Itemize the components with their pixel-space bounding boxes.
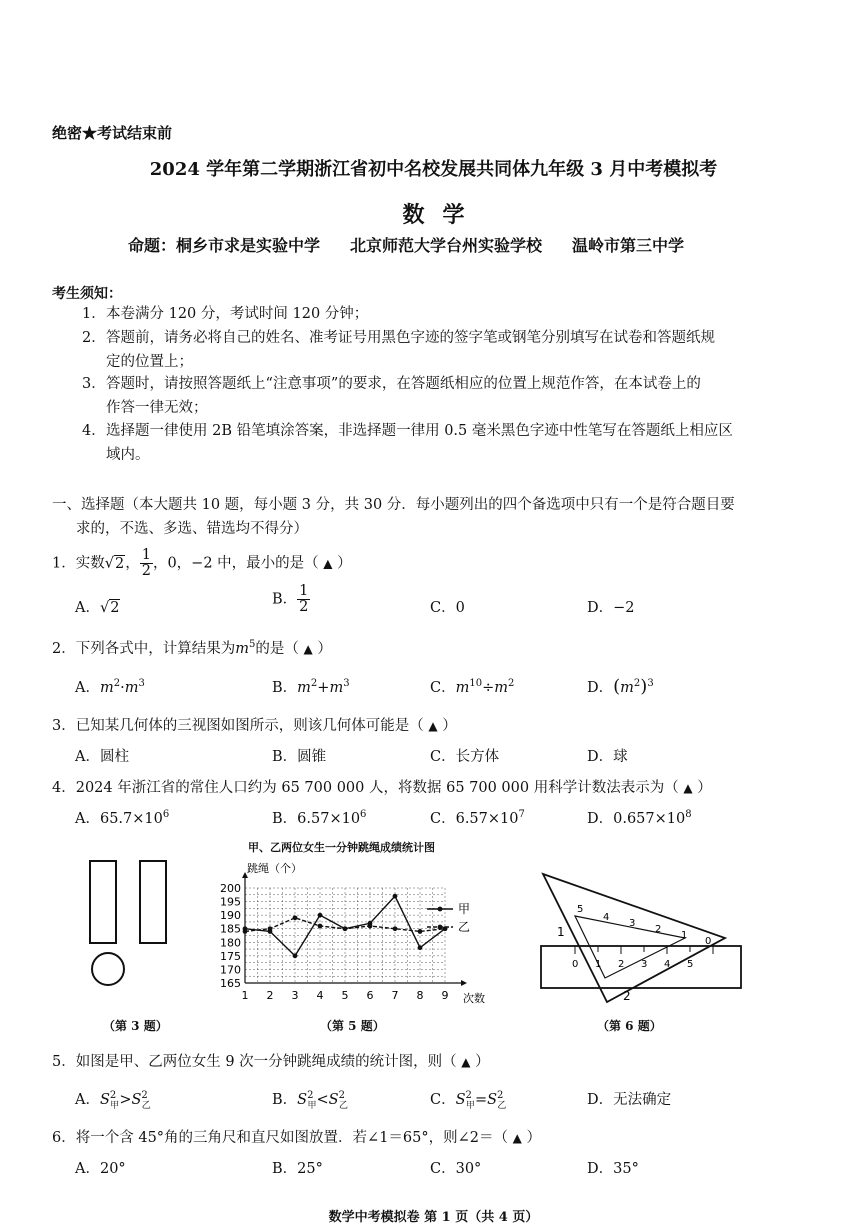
math-var: m bbox=[235, 641, 249, 657]
side-view-rect bbox=[140, 861, 166, 943]
opt-label: D． bbox=[587, 680, 614, 696]
legend-label-jia: 甲 bbox=[458, 902, 471, 916]
math-sub: 甲 bbox=[307, 1100, 317, 1111]
q-text: 实数 bbox=[75, 555, 105, 572]
notice-num: 3． bbox=[82, 376, 106, 392]
subject-title: 数学 bbox=[402, 202, 483, 228]
q-number: 6． bbox=[52, 1130, 76, 1146]
q-text: ，0，−2 中，最小的是（ bbox=[152, 555, 319, 572]
series-point-2 bbox=[418, 929, 423, 934]
math-paren: ) bbox=[640, 676, 648, 697]
opt-label: B． bbox=[272, 1092, 298, 1108]
x-tick-label: 1 bbox=[241, 989, 249, 1002]
option-b: B．25° bbox=[272, 1161, 323, 1177]
fraction bbox=[140, 548, 153, 579]
q-text: 2024 年浙江省的常住人口约为 65 700 000 人，将数据 65 700 000 用科学计数法表示为（ bbox=[75, 780, 679, 796]
frac-den: 2 bbox=[141, 563, 151, 579]
x-tick-label: 3 bbox=[291, 989, 299, 1002]
y-tick-label: 185 bbox=[220, 922, 241, 936]
opt-label: C． bbox=[430, 1092, 456, 1108]
math-exp: 6 bbox=[360, 809, 367, 821]
notice-text: 选择题一律使用 2B 铅笔填涂答案，非选择题一律用 0.5 毫米黑色字迹中性笔写在答题纸上相应区 bbox=[106, 423, 733, 439]
ruler-bottom-0: 0 bbox=[572, 959, 579, 970]
series-point-1 bbox=[318, 913, 323, 918]
math-exp: 7 bbox=[518, 809, 525, 821]
series-point-2 bbox=[318, 924, 323, 929]
option-a bbox=[75, 1088, 151, 1111]
y-tick-label: 200 bbox=[220, 882, 241, 895]
ruler-ticks bbox=[575, 946, 713, 954]
option-c bbox=[430, 1088, 506, 1111]
answer-triangle-icon: ▲ bbox=[323, 556, 333, 571]
opt-text: C．6.57×10 bbox=[430, 811, 519, 827]
notice-text: 答题时，请按照答题纸上“注意事项”的要求，在答题纸相应的位置上规范作答，在本试卷上的 bbox=[106, 376, 701, 392]
q-number: 1． bbox=[52, 555, 76, 572]
q-close: ） bbox=[317, 641, 332, 657]
y-tick-label: 195 bbox=[220, 895, 241, 909]
option-a bbox=[75, 807, 169, 828]
math-var: m bbox=[297, 680, 311, 696]
math-op: < bbox=[316, 1092, 329, 1108]
math-exp: 2 bbox=[310, 678, 318, 690]
sqrt-radicand: 2 bbox=[110, 600, 120, 616]
series-point-2 bbox=[268, 926, 273, 931]
series-point-1 bbox=[293, 953, 298, 958]
frac-den: 2 bbox=[299, 599, 309, 615]
math-exp: 2 bbox=[109, 1090, 117, 1102]
ruler-bottom-1: 1 bbox=[595, 959, 602, 970]
option-d bbox=[587, 676, 654, 697]
y-tick-label: 170 bbox=[220, 963, 241, 977]
fig3-three-views bbox=[80, 855, 170, 995]
option-c: C．30° bbox=[430, 1161, 482, 1177]
series-point-2 bbox=[343, 926, 348, 931]
math-paren: ( bbox=[613, 676, 621, 697]
math-exp: 2 bbox=[338, 1090, 345, 1102]
notice-text: 本卷满分 120 分，考试时间 120 分钟； bbox=[106, 306, 369, 322]
exam-title: 2024 学年第二学期浙江省初中名校发展共同体九年级 3 月中考模拟考 bbox=[149, 159, 718, 180]
answer-triangle-icon: ▲ bbox=[303, 642, 313, 656]
math-var: S bbox=[297, 1092, 308, 1108]
notice-text-cont: 定的位置上； bbox=[106, 354, 193, 370]
x-tick-label: 9 bbox=[441, 989, 449, 1002]
page-footer: 数学中考模拟卷 第 1 页（共 4 页） bbox=[328, 1210, 539, 1225]
ruler-top-2: 2 bbox=[655, 924, 662, 935]
ruler-bottom-3: 3 bbox=[641, 959, 648, 970]
x-tick-label: 8 bbox=[416, 989, 424, 1002]
chart-ylabel: 跳绳（个） bbox=[247, 862, 302, 875]
option-b bbox=[272, 676, 350, 697]
q-close: ） bbox=[475, 1054, 490, 1070]
option-a: A．圆柱 bbox=[75, 749, 129, 765]
opt-text: A．65.7×10 bbox=[75, 811, 163, 827]
math-exp: 2 bbox=[113, 678, 121, 690]
series-point-2 bbox=[293, 915, 298, 920]
notice-item-3 bbox=[82, 372, 802, 420]
legend-marker-yi bbox=[438, 925, 443, 930]
option-d: D．球 bbox=[587, 749, 628, 765]
notice-text: 答题前，请务必将自己的姓名、准考证号用黑色字迹的签字笔或钢笔分别填写在试卷和答题纸规 bbox=[106, 330, 715, 346]
math-exp: 2 bbox=[465, 1090, 472, 1102]
notice-item-2 bbox=[82, 326, 802, 374]
option-d: D．−2 bbox=[587, 600, 635, 616]
notice-num: 1． bbox=[82, 306, 106, 322]
math-var: S bbox=[328, 1092, 339, 1108]
math-var: m bbox=[494, 680, 508, 696]
question-2 bbox=[52, 637, 332, 658]
ruler-top-0: 0 bbox=[705, 936, 712, 947]
fig5-line-chart bbox=[205, 858, 505, 1018]
math-var: m bbox=[620, 680, 634, 696]
answer-triangle-icon: ▲ bbox=[512, 1131, 522, 1145]
math-var: S bbox=[455, 1092, 466, 1108]
ruler-bottom-4: 4 bbox=[664, 959, 671, 970]
math-var: m bbox=[99, 680, 114, 696]
opt-label: A． bbox=[75, 600, 100, 616]
math-var: m bbox=[124, 680, 139, 696]
math-exp: 5 bbox=[248, 639, 256, 651]
q-sep: ， bbox=[125, 555, 140, 572]
question-3 bbox=[52, 714, 457, 735]
answer-triangle-icon: ▲ bbox=[683, 781, 693, 795]
frac-num: 1 bbox=[141, 547, 151, 563]
q-text: 已知某几何体的三视图如图所示，则该几何体可能是（ bbox=[75, 718, 424, 734]
question-4 bbox=[52, 776, 712, 797]
option-b bbox=[272, 584, 310, 615]
q-number: 4． bbox=[52, 780, 76, 796]
x-tick-label: 6 bbox=[366, 989, 374, 1002]
chart-xlabel: 次数 bbox=[463, 992, 485, 1005]
q-text: 将一个含 45°角的三角尺和直尺如图放置．若∠1＝65°，则∠2＝（ bbox=[75, 1130, 508, 1146]
y-tick-label: 175 bbox=[220, 949, 241, 963]
math-sub: 乙 bbox=[141, 1100, 151, 1111]
section-title bbox=[52, 493, 792, 541]
y-tick-label: 180 bbox=[220, 936, 241, 950]
option-b bbox=[272, 807, 366, 828]
ruler-bottom-5: 5 bbox=[687, 959, 694, 970]
x-tick-label: 5 bbox=[341, 989, 349, 1002]
angle-1-label: 1 bbox=[557, 925, 565, 939]
front-view-rect bbox=[90, 861, 116, 943]
fig6-caption: （第 6 题） bbox=[597, 1019, 662, 1033]
series-point-1 bbox=[418, 945, 423, 950]
x-tick-label: 2 bbox=[266, 989, 274, 1002]
x-tick-label: 7 bbox=[391, 989, 399, 1002]
notice-item-4 bbox=[82, 419, 802, 467]
q-close: ） bbox=[526, 1130, 541, 1146]
y-tick-label: 190 bbox=[220, 909, 241, 923]
option-b: B．圆锥 bbox=[272, 749, 327, 765]
authors-prefix: 命题： bbox=[128, 236, 177, 255]
math-op: ÷ bbox=[482, 680, 495, 696]
opt-label: C． bbox=[430, 680, 456, 696]
math-exp: 2 bbox=[497, 1090, 504, 1102]
ruler-top-1: 1 bbox=[681, 930, 688, 941]
option-c: C．长方体 bbox=[430, 749, 500, 765]
notice-title: 考生须知： bbox=[52, 286, 122, 302]
question-5 bbox=[52, 1050, 490, 1071]
math-sub: 乙 bbox=[338, 1100, 348, 1111]
confidential-label: 绝密★考试结束前 bbox=[52, 124, 173, 142]
series-point-2 bbox=[368, 924, 373, 929]
math-exp: 10 bbox=[469, 678, 483, 690]
opt-label: B． bbox=[272, 591, 298, 608]
q-close: ） bbox=[442, 718, 457, 734]
author-school-2: 北京师范大学台州实验学校 bbox=[350, 236, 543, 255]
option-a: A．√2 bbox=[75, 600, 120, 616]
q-text: 下列各式中，计算结果为 bbox=[75, 641, 236, 657]
math-var: S bbox=[487, 1092, 498, 1108]
q-number: 5． bbox=[52, 1054, 76, 1070]
option-d: D．无法确定 bbox=[587, 1092, 672, 1108]
ruler-top-3: 3 bbox=[629, 918, 636, 929]
ruler-bottom-2: 2 bbox=[618, 959, 625, 970]
option-c: C．0 bbox=[430, 600, 465, 616]
series-point-2 bbox=[393, 926, 398, 931]
ruler-top-4: 4 bbox=[603, 912, 610, 923]
math-exp: 2 bbox=[508, 678, 515, 690]
math-op: = bbox=[474, 1092, 488, 1108]
option-d: D．35° bbox=[587, 1161, 639, 1177]
opt-label: B． bbox=[272, 680, 298, 696]
y-tick-label: 165 bbox=[220, 977, 241, 990]
author-school-1: 桐乡市求是实验中学 bbox=[176, 236, 321, 255]
opt-label: A． bbox=[75, 680, 100, 696]
author-school-3: 温岭市第三中学 bbox=[572, 236, 685, 255]
opt-label: A． bbox=[75, 1092, 100, 1108]
q-close: ） bbox=[337, 555, 352, 572]
math-var: S bbox=[99, 1092, 110, 1108]
top-view-circle bbox=[92, 953, 124, 985]
math-exp: 3 bbox=[138, 678, 145, 690]
math-op: > bbox=[119, 1092, 132, 1108]
math-var: m bbox=[455, 680, 470, 696]
math-exp: 2 bbox=[307, 1090, 314, 1102]
q-close: ） bbox=[697, 780, 712, 796]
math-sub: 甲 bbox=[110, 1100, 120, 1111]
fig3-caption: （第 3 题） bbox=[103, 1019, 168, 1033]
option-c bbox=[430, 676, 514, 697]
notice-text-cont: 域内。 bbox=[106, 447, 150, 463]
math-op: · bbox=[120, 680, 125, 696]
notice-text-cont: 作答一律无效； bbox=[106, 400, 208, 416]
legend-marker-jia bbox=[438, 907, 443, 912]
math-sub: 乙 bbox=[497, 1100, 507, 1111]
angle-2-label: 2 bbox=[623, 989, 631, 1003]
math-exp: 8 bbox=[685, 809, 692, 821]
fig6-triangle-ruler bbox=[535, 868, 745, 1008]
opt-text: D．0.657×10 bbox=[587, 811, 686, 827]
opt-text: B．6.57×10 bbox=[272, 811, 361, 827]
frac-num: 1 bbox=[299, 583, 309, 599]
sqrt-radicand: 2 bbox=[114, 555, 125, 572]
option-a: A．20° bbox=[75, 1161, 126, 1177]
section-title-line1: 一、选择题（本大题共 10 题，每小题 3 分，共 30 分．每小题列出的四个备选项中只有一个是符合题目要 bbox=[52, 497, 735, 513]
option-d bbox=[587, 807, 692, 828]
series-point-1 bbox=[393, 894, 398, 899]
set-square-outer bbox=[543, 874, 725, 1002]
fraction bbox=[297, 584, 310, 615]
authors-line bbox=[128, 233, 714, 256]
fig5-caption: （第 5 题） bbox=[320, 1019, 385, 1033]
answer-triangle-icon: ▲ bbox=[461, 1055, 471, 1069]
math-exp: 2 bbox=[141, 1090, 148, 1102]
question-1: 1．实数√2， $\frac{1}{2}$ ，0，−2 中，最小的是（ ▲ ） bbox=[52, 547, 352, 579]
chart-title: 甲、乙两位女生一分钟跳绳成绩统计图 bbox=[248, 841, 435, 854]
notice-num: 4． bbox=[82, 423, 106, 439]
notice-num: 2． bbox=[82, 330, 106, 346]
legend-label-yi: 乙 bbox=[458, 920, 471, 934]
math-exp: 3 bbox=[343, 678, 350, 690]
q-text: 的是（ bbox=[255, 641, 299, 657]
option-b bbox=[272, 1088, 348, 1111]
ruler-top-5: 5 bbox=[577, 904, 584, 915]
series-point-2 bbox=[243, 929, 248, 934]
math-sub: 甲 bbox=[465, 1100, 475, 1111]
section-title-line2: 求的，不选、多选、错选均不得分） bbox=[76, 521, 308, 537]
math-exp: 3 bbox=[647, 678, 654, 690]
q-number: 3． bbox=[52, 718, 76, 734]
notice-item-1 bbox=[82, 302, 802, 326]
question-6 bbox=[52, 1126, 541, 1147]
q-text: 如图是甲、乙两位女生 9 次一分钟跳绳成绩的统计图，则（ bbox=[75, 1054, 457, 1070]
q-number: 2． bbox=[52, 641, 76, 657]
math-var: m bbox=[329, 680, 344, 696]
x-axis-arrow-icon bbox=[461, 980, 467, 986]
math-var: S bbox=[131, 1092, 142, 1108]
option-c bbox=[430, 807, 525, 828]
math-op: + bbox=[317, 680, 330, 696]
math-exp: 2 bbox=[633, 678, 641, 690]
answer-triangle-icon: ▲ bbox=[428, 719, 438, 733]
x-tick-label: 4 bbox=[316, 989, 324, 1002]
option-a bbox=[75, 676, 145, 697]
math-exp: 6 bbox=[162, 809, 170, 821]
